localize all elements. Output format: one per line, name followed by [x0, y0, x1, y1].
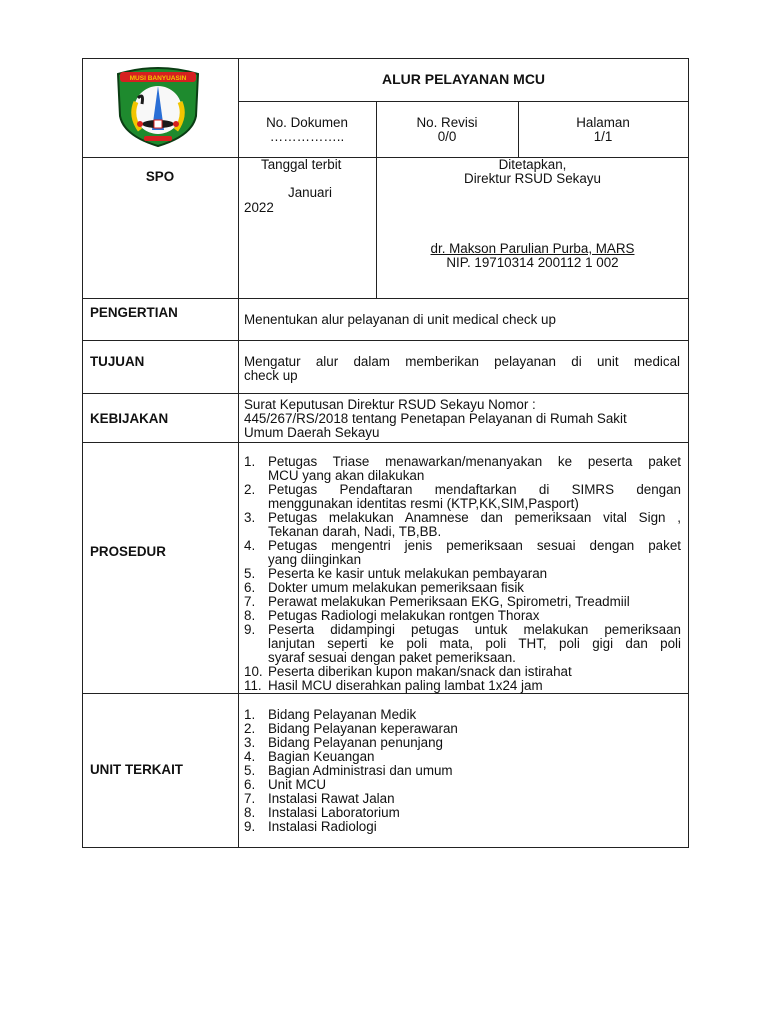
list-item: 6. Unit MCU: [244, 777, 327, 792]
list-item: 7. Perawat melakukan Pemeriksaan EKG, Spirometri, Treadmiil: [244, 594, 630, 609]
kebijakan-line-2: 445/267/RS/2018 tentang Penetapan Pelayanan di Rumah Sakit: [244, 411, 627, 426]
issued-year: 2022: [244, 200, 274, 215]
list-item: 8. Petugas Radiologi melakukan rontgen Thorax: [244, 608, 540, 623]
list-item: 5. Peserta ke kasir untuk melakukan pembayaran: [244, 566, 548, 581]
logo-banner-text: MUSI BANYUASIN: [129, 75, 187, 82]
list-item: 9. Peserta didampingi petugas untuk melakukan pemeriksaan lanjutan seperti ke poli mata, poli THT, poli gigi dan poli syaraf sesuai dengan paket pemeriksaan.: [244, 622, 681, 665]
list-item: 11. Hasil MCU diserahkan paling lambat 1x24 jam: [244, 678, 543, 693]
doc-number-value: ……………..: [269, 129, 345, 144]
list-item: 5. Bagian Administrasi dan umum: [244, 763, 453, 778]
list-item: 9. Instalasi Radiologi: [244, 819, 377, 834]
list-item: 1. Petugas Triase menawarkan/menanyakan ke peserta paket MCU yang akan dilakukan: [244, 454, 681, 483]
page-value: 1/1: [593, 129, 613, 144]
list-item: 1. Bidang Pelayanan Medik: [244, 707, 417, 722]
revision-value: 0/0: [437, 129, 457, 144]
list-item: 7. Instalasi Rawat Jalan: [244, 791, 395, 806]
kebijakan-line-3: Umum Daerah Sekayu: [244, 425, 380, 440]
unit-terkait-label: UNIT TERKAIT: [90, 762, 183, 777]
tujuan-label: TUJUAN: [90, 354, 145, 369]
list-item: 2. Bidang Pelayanan keperawaran: [244, 721, 458, 736]
list-item: 8. Instalasi Laboratorium: [244, 805, 400, 820]
revision-label: No. Revisi: [416, 115, 478, 130]
approved-by: Direktur RSUD Sekayu: [464, 171, 601, 186]
list-item: 2. Petugas Pendaftaran mendaftarkan di SIMRS dengan menggunakan identitas resmi (KTP,KK,SIM,Pasport): [244, 482, 681, 511]
list-item: 10. Peserta diberikan kupon makan/snack dan istirahat: [244, 664, 572, 679]
unit-terkait-list: [244, 708, 681, 834]
tujuan-line-1: Mengatur alur dalam memberikan pelayanan di unit medical: [244, 354, 680, 369]
doc-number-label: No. Dokumen: [266, 115, 348, 130]
pengertian-label: PENGERTIAN: [90, 305, 178, 320]
document-title: ALUR PELAYANAN MCU: [381, 71, 546, 87]
list-item: 4. Petugas mengentri jenis pemeriksaan sesuai dengan paket yang diinginkan: [244, 538, 681, 567]
spo-label: SPO: [145, 169, 175, 184]
regency-logo: [112, 64, 204, 148]
issued-month: Januari: [288, 185, 332, 200]
list-item: 3. Bidang Pelayanan penunjang: [244, 735, 443, 750]
issued-date-label: Tanggal terbit: [261, 157, 342, 172]
signatory-name: dr. Makson Parulian Purba, MARS: [430, 241, 635, 256]
prosedur-list: [244, 455, 681, 693]
kebijakan-line-1: Surat Keputusan Direktur RSUD Sekayu Nomor :: [244, 397, 536, 412]
tujuan-line-2: check up: [244, 368, 298, 383]
list-item: 6. Dokter umum melakukan pemeriksaan fisik: [244, 580, 525, 595]
approved-label: Ditetapkan,: [498, 157, 567, 172]
list-item: 3. Petugas melakukan Anamnese dan pemeriksaan vital Sign , Tekanan darah, Nadi, TB,BB.: [244, 510, 681, 539]
pengertian-text: Menentukan alur pelayanan di unit medical check up: [244, 312, 556, 327]
prosedur-label: PROSEDUR: [90, 544, 166, 559]
page-label: Halaman: [576, 115, 630, 130]
signatory-nip: NIP. 19710314 200112 1 002: [446, 255, 619, 270]
list-item: 4. Bagian Keuangan: [244, 749, 375, 764]
kebijakan-label: KEBIJAKAN: [90, 411, 169, 426]
